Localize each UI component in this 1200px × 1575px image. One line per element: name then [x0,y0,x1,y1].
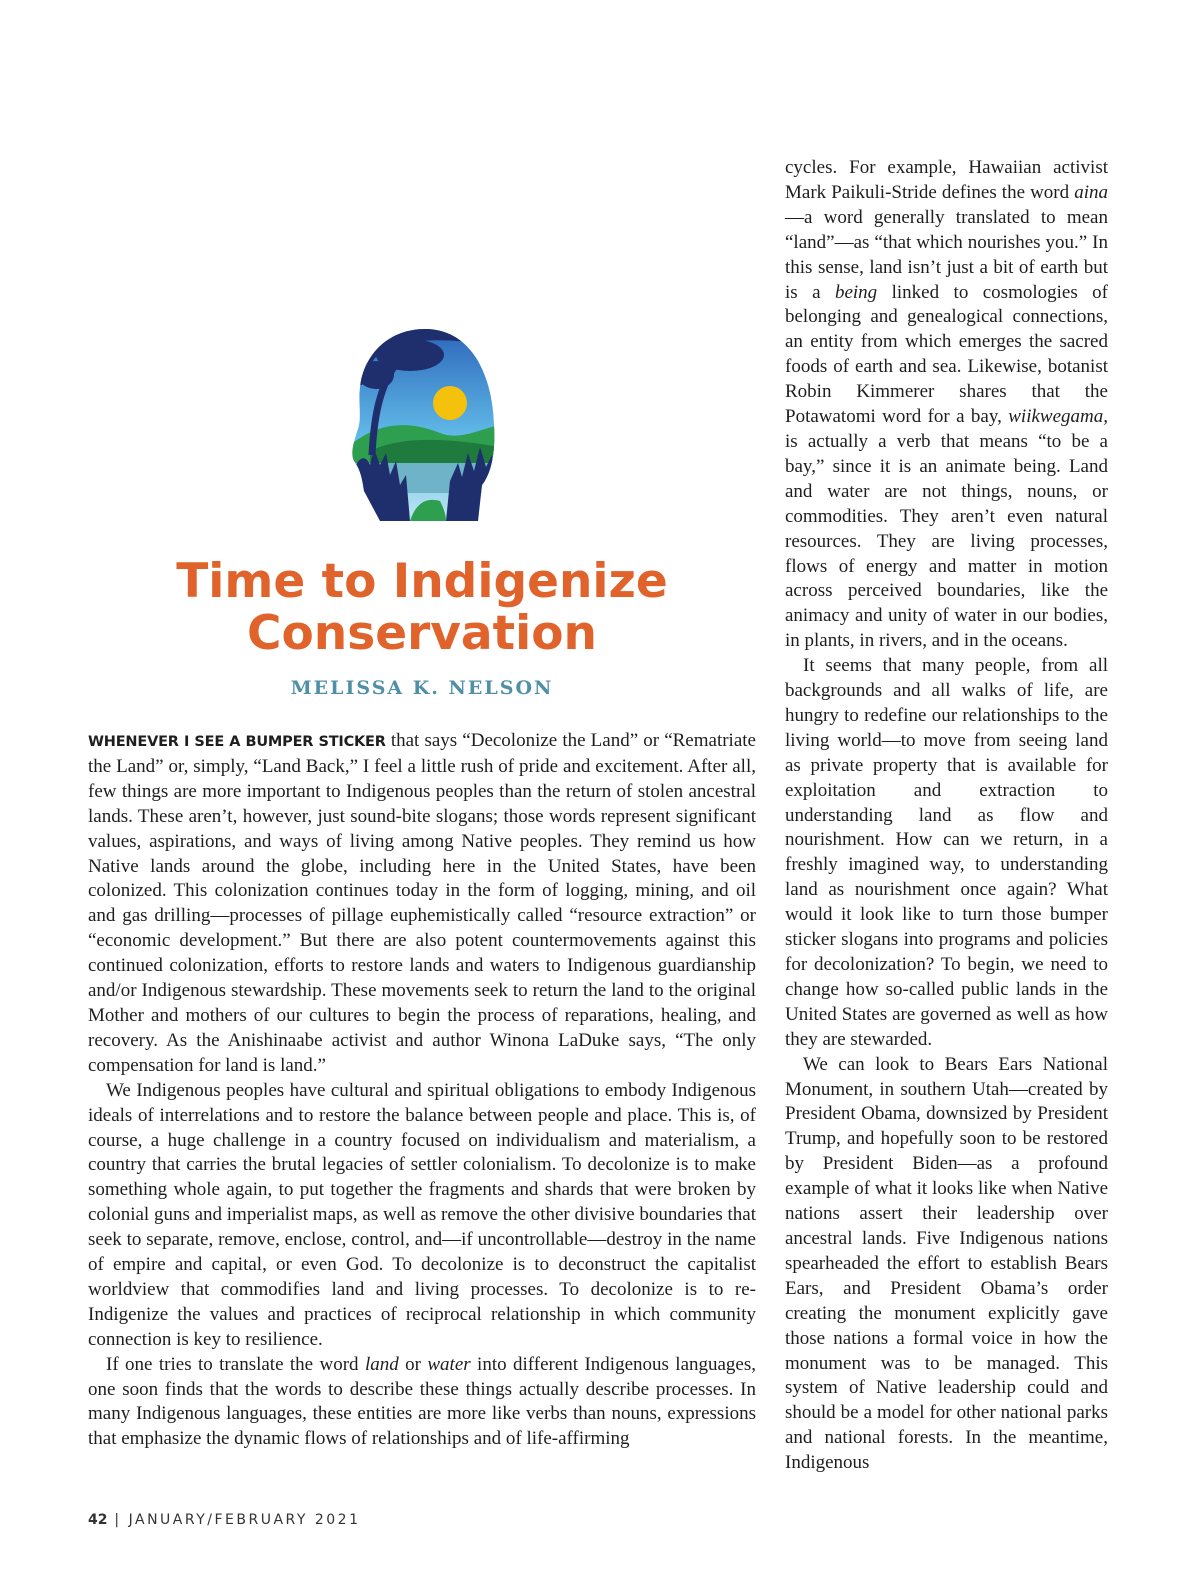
footer-separator: | [107,1512,129,1528]
article-column-left [88,729,756,1452]
paragraph-5: It seems that many people, from all backgrounds and all walks of life, are hungry to redefine our relationships to the living world—to move from seeing land as private property that is available for exploitation and extraction to understanding land as flow and nourishment. How can we return, in a freshly imagined way, to understanding land as nourishment once again? What would it look like to turn those bumper sticker slogans into programs and policies for decolonization? To begin, we need to change how so-called public lands in the United States are governed as well as how they are stewarded. [785,655,1108,1050]
head-silhouette-landscape-illustration [350,325,500,521]
article-column-right [785,156,1108,1476]
article-title: Time to Indigenize Conservation [176,554,668,661]
paragraph-3: If one tries to translate the word land or water into different Indigenous languages, one soon finds that the words to describe these things actually describe processes. In many Indigenous languages, these entities are more like verbs than nouns, expressions that emphasize the dynamic flows of relationships and of life-affirming [88,1353,757,1450]
paragraph-1: WHENEVER I SEE A BUMPER STICKER that says “Decolonize the Land” or “Rematriate the Land” or, simply, “Land Back,” I feel a little rush of pride and excitement. After all, few things are more important to Indigenous peoples than the return of stolen ancestral lands. These aren’t, however, just sound-bite slogans; those words represent significant values, aspirations, and ways of living among Native peoples. They remind us how Native lands around the globe, including here in the United States, have been colonized. This colonization continues today in the form of logging, mining, and oil and gas drilling—processes of pillage euphemistically called “resource extraction” or “economic development.” But there are also potent countermovements against this continued colonization, efforts to restore lands and waters to Indigenous guardianship and/or Indigenous stewardship. These movements seek to return the land to the original Mother and mothers of our cultures to begin the process of reparations, healing, and recovery. As the Anishinaabe activist and author Winona LaDuke says, “The only compensation for land is land.” [88,730,756,1076]
page-footer [88,1512,360,1528]
issue-date: JANUARY/FEBRUARY 2021 [128,1512,361,1528]
paragraph-2: We Indigenous peoples have cultural and spiritual obligations to embody Indigenous ideals of interrelations and to restore the balance between people and place. This is, of course, a huge challenge in a country focused on individualism and materialism, a country that carries the brutal legacies of settler colonialism. To decolonize is to make something whole again, to put together the fragments and shards that were broken by colonial guns and imperialist maps, as well as remove the other divisive boundaries that seek to separate, remove, enclose, control, and—if uncontrollable—destroy in the name of empire and capital, or even God. To decolonize is to deconstruct the capitalist worldview that commodifies land and living processes. To decolonize is to re-Indigenize the values and practices of reciprocal relationship in which community connection is key to resilience. [88,1079,757,1350]
paragraph-6: We can look to Bears Ears National Monument, in southern Utah—created by President Obama, downsized by President Trump, and hopefully soon to be restored by President Biden—as a profound example of what it looks like when Native nations assert their leadership over ancestral lands. Five Indigenous nations spearheaded the effort to establish Bears Ears, and President Obama’s order creating the monument explicitly gave those nations a formal voice in how the monument was to be managed. This system of Native leadership could and should be a model for other national parks and national forests. In the meantime, Indigenous [785,1053,1108,1474]
paragraph-4: cycles. For example, Hawaiian activist Mark Paikuli-Stride defines the word aina—a word generally translated to mean “land”—as “that which nourishes you.” In this sense, land isn’t just a bit of earth but is a being linked to cosmologies of belonging and genealogical connections, an entity from which emerges the sacred foods of earth and sea. Likewise, botanist Robin Kimmerer shares that the Potawatomi word for a bay, wiikwegama, is actually a verb that means “to be a bay,” since it is an animate being. Land and water are not things, nouns, or commodities. They aren’t even natural resources. They are living processes, flows of energy and matter in motion across perceived boundaries, like the animacy and unity of water in our bodies, in plants, in rivers, and in the oceans. [785,157,1108,652]
lead-in-text: WHENEVER I SEE A BUMPER STICKER [88,734,386,750]
article-byline: MELISSA K. NELSON [290,677,554,699]
sun-icon [433,386,467,420]
page-number: 42 [88,1512,108,1528]
